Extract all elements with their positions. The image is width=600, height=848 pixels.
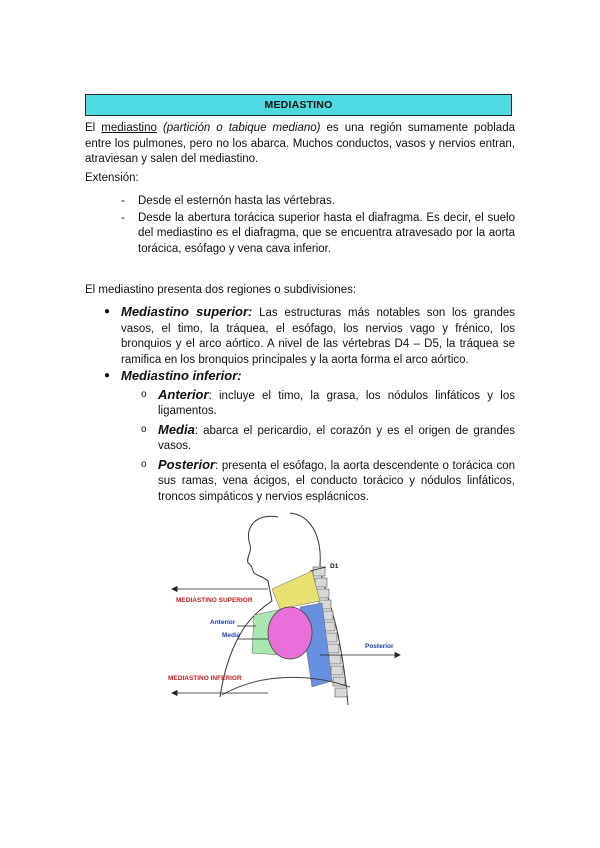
intro-term: mediastino — [101, 122, 157, 134]
regions-list — [104, 304, 515, 507]
extension-item: - Desde la abertura torácica superior hasta el diafragma. Es decir, el suelo del mediastino es el diafragma, que se encuentra atravesado por la aorta torácica, esófago y vena cava inferior. — [121, 211, 515, 255]
subregion-text: : presenta el esófago, la aorta descendente o torácica con sus ramas, vena ácigos, el conducto torácico y nódulos linfáticos, troncos simpáticos y nervios esplácnicos. — [158, 459, 515, 503]
subregion-media: o Media: abarca el pericardio, el corazón y es el origen de grandes vasos. — [141, 421, 515, 452]
subregion-text: : abarca el pericardio, el corazón y es el origen de grandes vasos. — [158, 424, 515, 452]
superior-region — [272, 571, 320, 609]
region-inferior-name: Mediastino inferior: — [121, 368, 242, 383]
label-anterior: Anterior — [210, 619, 236, 626]
label-mediastino-superior: MEDIASTINO SUPERIOR — [176, 597, 253, 604]
label-posterior: Posterior — [365, 643, 394, 650]
body-outline — [220, 516, 278, 697]
label-mediastino-inferior: MEDIASTINO INFERIOR — [168, 675, 242, 682]
region-superior-text: Las estructuras más notables son los grandes vasos, el timo, la tráquea, el esófago, los nervios vago y frénico, los bronquios y el arco aórtico. A nivel de las vértebras D4 – D5, la tráquea se ramifica en los bronquios principales y la aorta forma el arco aórtico. — [121, 307, 516, 366]
region-superior-name: Mediastino superior: — [121, 304, 253, 319]
extension-item: - Desde el esternón hasta las vértebras. — [121, 195, 335, 207]
subregion-posterior: o Posterior: presenta el esófago, la aorta descendente o torácica con sus ramas, vena ácigos, el conducto torácico y nódulos linfáticos, troncos simpáticos y nervios esplácnicos. — [141, 456, 515, 503]
inferior-sublist — [141, 387, 515, 506]
region-superior: ● Mediastino superior: Las estructuras más notables son los grandes vasos, el timo, la tráquea, el esófago, los nervios vago y frénico, los bronquios y el arco aórtico. A nivel de las vértebras D4 – D5, la tráquea se ramifica en los bronquios principales y la aorta forma el arco aórtico. — [104, 304, 516, 366]
regions-intro: El mediastino presenta dos regiones o subdivisiones: — [85, 284, 357, 296]
subregion-name: Media — [158, 421, 195, 437]
label-d1: D1 — [330, 563, 339, 570]
extension-item-text: Desde la abertura torácica superior hasta el diafragma. Es decir, el suelo del mediastino es el diafragma, que se encuentra atravesado por la aorta torácica, esófago y vena cava inferior. — [138, 211, 515, 255]
subregion-anterior: o Anterior: incluye el timo, la grasa, los nódulos linfáticos y los ligamentos. — [141, 386, 515, 417]
extension-item-text: Desde el esternón hasta las vértebras. — [138, 195, 335, 207]
subregion-name: Anterior — [158, 386, 209, 402]
intro-rest: es una región sumamente poblada entre los pulmones, pero no los abarca. Muchos conductos, vasos y nervios entran, atraviesan y salen del mediastino. — [85, 122, 515, 165]
intro-prefix: El — [85, 122, 102, 134]
intro-gloss: (partición o tabique mediano) — [162, 122, 321, 134]
extension-heading: Extensión: — [85, 172, 139, 184]
label-media: Media — [222, 632, 241, 639]
extension-list — [121, 194, 515, 258]
subregion-name: Posterior — [158, 456, 216, 472]
intro-paragraph — [85, 121, 515, 168]
heart-region — [268, 607, 312, 659]
section-title: MEDIASTINO — [85, 94, 512, 116]
region-inferior: ● Mediastino inferior: — [104, 368, 242, 383]
mediastinum-figure — [160, 505, 410, 715]
subregion-text: : incluye el timo, la grasa, los nódulos linfáticos y los ligamentos. — [158, 389, 515, 417]
